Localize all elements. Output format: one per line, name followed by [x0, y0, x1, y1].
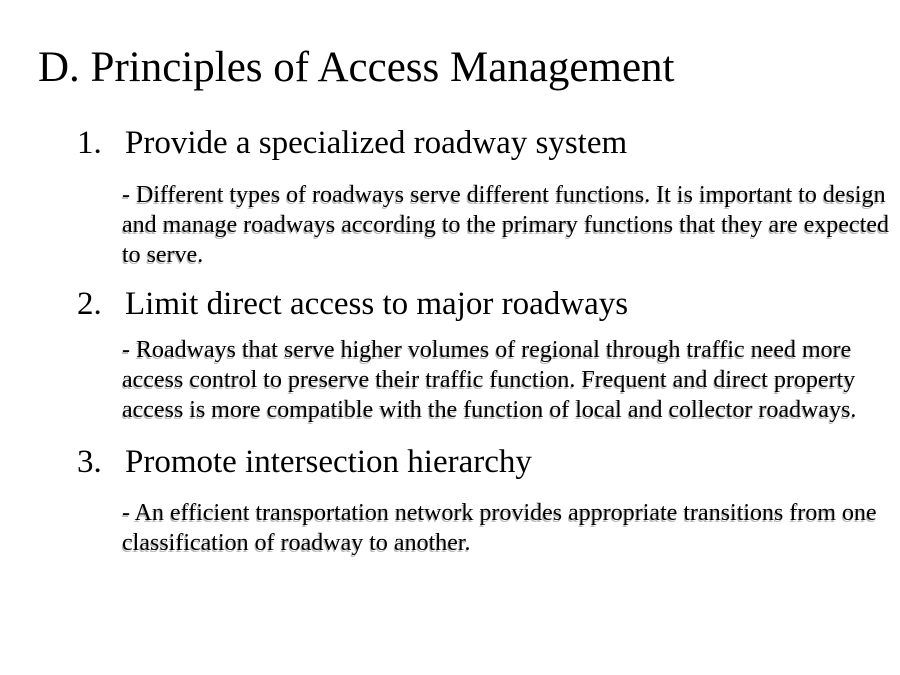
list-item: [0, 124, 900, 271]
list-item: [0, 285, 900, 425]
slide-title: D. Principles of Access Management: [38, 44, 675, 91]
item-description: - Roadways that serve higher volumes of regional through traffic need more access control to preserve their traffic function. Frequent and direct property access is more compatible with the function of local and collector roadways.: [122, 336, 857, 423]
item-heading-row: [77, 124, 900, 164]
item-heading-row: [77, 285, 900, 325]
item-description: - Different types of roadways serve different functions. It is important to design and manage roadways according to the primary functions that they are expected to serve.: [122, 182, 890, 269]
item-heading-row: [77, 443, 900, 483]
item-description: - An efficient transportation network provides appropriate transitions from one classification of roadway to another.: [122, 500, 877, 557]
item-number: 1.: [77, 124, 102, 161]
list-item: [0, 443, 900, 559]
item-heading: Promote intersection hierarchy: [125, 443, 532, 480]
item-heading: Provide a specialized roadway system: [125, 124, 628, 161]
item-number: 2.: [77, 286, 102, 323]
item-number: 3.: [77, 443, 102, 480]
item-heading: Limit direct access to major roadways: [125, 286, 629, 323]
